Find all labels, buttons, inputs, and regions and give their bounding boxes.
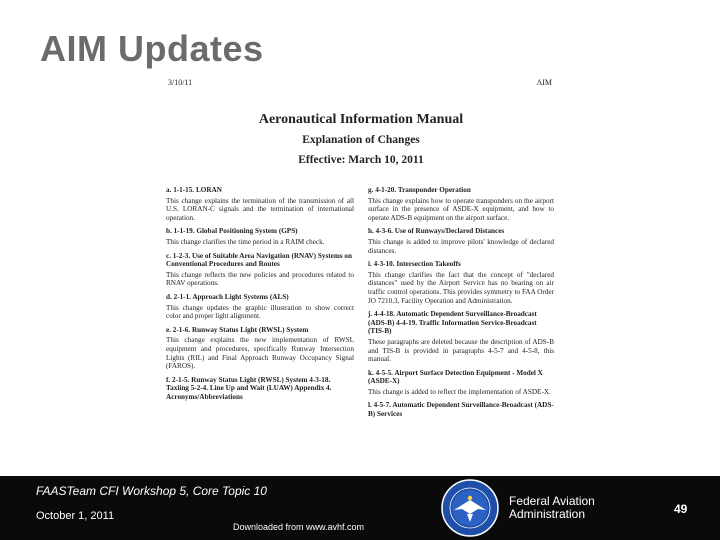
change-body: This change explains how to operate transponders on the airport surface in the presence of ASDE-X equipment, and how to operate ADS-B equipment on the airport surface. — [368, 196, 554, 222]
change-body: This change is added to reflect the implementation of ASDE-X. — [368, 387, 551, 396]
page-number: 49 — [674, 502, 688, 516]
slide-title: AIM Updates — [40, 28, 264, 69]
document-subtitle: Explanation of Changes — [302, 134, 420, 146]
change-body: These paragraphs are deleted because the description of ADS-B and TIS-B is provided in paragraphs 4-5-7 and 4-5-8, this manual. — [368, 337, 554, 364]
change-heading: c. 1-2-3. Use of Suitable Area Navigation (RNAV) Systems on Conventional Procedures and Routes — [166, 251, 353, 269]
workshop-topic: FAASTeam CFI Workshop 5, Core Topic 10 — [36, 484, 267, 498]
footer-date: October 1, 2011 — [36, 510, 115, 522]
agency-name-line-1: Federal Aviation — [509, 494, 595, 508]
change-heading: i. 4-3-10. Intersection Takeoffs — [368, 260, 461, 269]
change-heading: e. 2-1-6. Runway Status Light (RWSL) System — [166, 325, 309, 334]
document-header-code: AIM — [536, 78, 552, 87]
change-heading: a. 1-1-15. LORAN — [166, 186, 222, 194]
agency-name — [509, 495, 595, 521]
change-body: This change reflects the new policies and procedures related to RNAV operations. — [166, 270, 354, 288]
document-header-date: 3/10/11 — [168, 78, 193, 87]
faa-seal-icon — [440, 478, 500, 538]
document-right-column — [368, 186, 554, 421]
download-source: Downloaded from www.avhf.com — [233, 522, 365, 532]
footer-bar — [0, 476, 720, 540]
document-title: Aeronautical Information Manual — [258, 112, 464, 127]
change-heading: d. 2-1-1. Approach Light Systems (ALS) — [166, 292, 289, 301]
change-heading: b. 1-1-19. Global Positioning System (GPS) — [166, 227, 298, 236]
aim-document-image — [162, 74, 560, 476]
change-body: This change explains the termination of the transmission of all U.S. LORAN-C signals and the termination of international operation. — [166, 196, 354, 222]
change-body: This change clarifies the fact that the concept of "declared distances" used by the Airport Service has no bearing on air traffic control operations. This provides symmetry to FAA Order JO 7210.3, Facility Operation and Administration. — [368, 270, 554, 305]
change-heading: g. 4-1-20. Transponder Operation — [368, 186, 471, 194]
change-heading: h. 4-3-6. Use of Runways/Declared Distances — [368, 227, 505, 236]
agency-name-line-2: Administration — [509, 507, 586, 521]
document-left-column — [166, 186, 354, 403]
change-body: This change updates the graphic illustration to show correct color and proper light alignment. — [166, 303, 354, 321]
change-heading: j. 4-4-18. Automatic Dependent Surveillance-Broadcast (ADS-B) 4-4-19. Traffic Information Service-Broadcast (TIS-B) — [368, 310, 537, 336]
change-heading: k. 4-5-5. Airport Surface Detection Equipment - Model X (ASDE-X) — [368, 368, 543, 386]
change-heading: f. 2-1-5. Runway Status Light (RWSL) System 4-3-18. Taxiing 5-2-4. Line Up and Wait (LUAW) Appendix 4. Acronyms/Abbreviations — [166, 375, 332, 401]
change-heading: l. 4-5-7. Automatic Dependent Surveillance-Broadcast (ADS-B) Services — [368, 401, 554, 419]
change-body: This change explains the new implementation of RWSL equipment and procedures, specifically Runway Intersection Lights (RIL) and Final Approach Runway Occupancy Signal (FAROS). — [166, 336, 354, 371]
change-body: This change is added to improve pilots' knowledge of declared distances. — [368, 237, 554, 255]
document-effective-date: Effective: March 10, 2011 — [298, 154, 424, 166]
change-body: This change clarifies the time period in a RAIM check. — [166, 237, 325, 246]
